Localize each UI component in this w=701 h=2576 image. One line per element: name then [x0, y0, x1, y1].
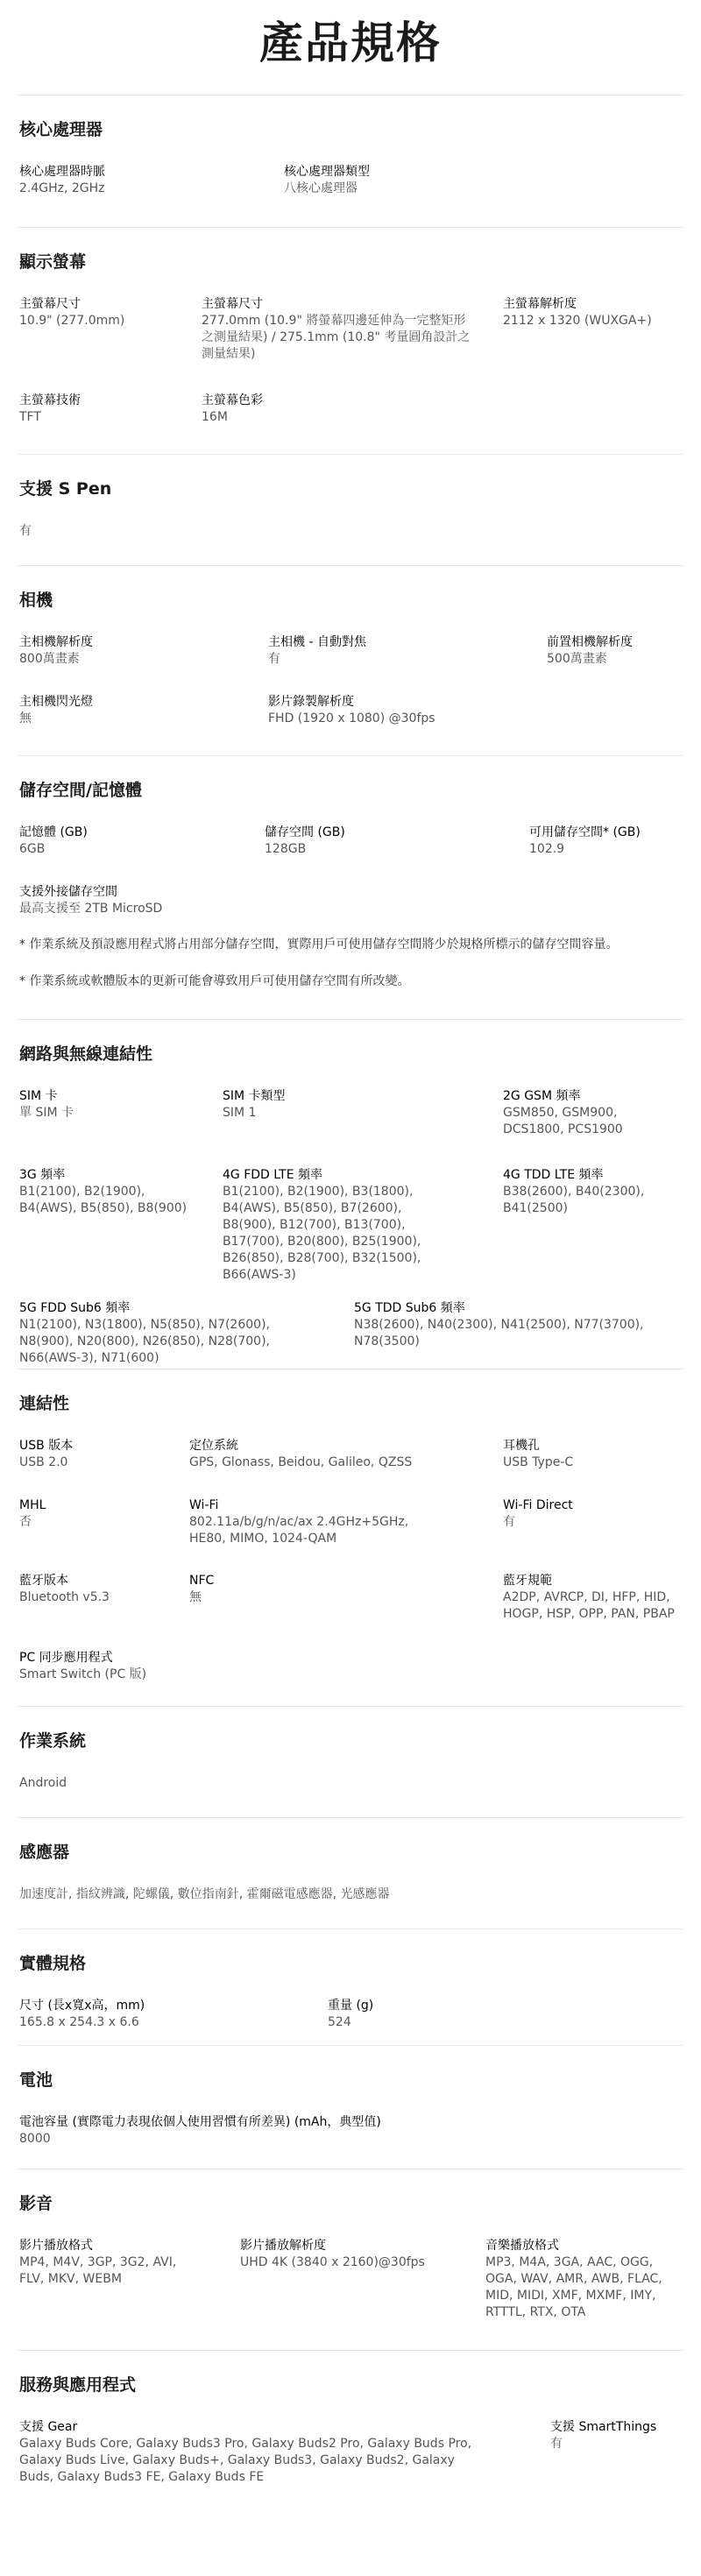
section-title: 服務與應用程式 — [19, 2375, 137, 2395]
section-title: 連結性 — [19, 1394, 70, 1413]
section-title: 網路與無線連結性 — [19, 1044, 153, 1064]
spec-4g-fdd-lte: 4G FDD LTE 頻率 B1(2100), B2(1900), B3(1800), B4(AWS), B5(850), B7(2600), B8(900), B12(700), B13(700), B17(700), B20(800), B25(1900), B26(850), B28(700), B32(1500), B66(AWS-3) — [223, 1168, 421, 1282]
spec-dimensions: 尺寸 (長x寬x高，mm) 165.8 x 254.3 x 6.6 — [19, 1999, 145, 2029]
spec-5g-tdd-sub6: 5G TDD Sub6 頻率 N38(2600), N40(2300), N41(2500), N77(3700), N78(3500) — [354, 1301, 644, 1348]
spec-bluetooth-profiles: 藍牙規範 A2DP, AVRCP, DI, HFP, HID, HOGP, HSP, OPP, PAN, PBAP — [503, 1574, 675, 1621]
section-title: 支援 S Pen — [19, 479, 112, 499]
page-title: 產品規格 — [259, 18, 442, 68]
spec-battery-capacity: 電池容量 (實際電力表現依個人使用習慣有所差異) (mAh，典型值) 8000 — [19, 2115, 381, 2146]
storage-note-1: * 作業系統及預設應用程式將占用部分儲存空間，實際用戶可使用儲存空間將少於規格所標示的儲存空間容量。 — [19, 938, 619, 952]
section-physical — [18, 1928, 683, 2045]
section-title: 影音 — [19, 2194, 53, 2213]
spec-main-screen-size-detail: 主螢幕尺寸 277.0mm (10.9" 將螢幕四邊延伸為一完整矩形之測量結果) / 275.1mm (10.8" 考量圓角設計之測量結果) — [202, 297, 471, 361]
spec-usb-version: USB 版本 USB 2.0 — [19, 1439, 74, 1469]
section-storage — [18, 755, 683, 1019]
spec-sim-type: SIM 卡類型 SIM 1 — [223, 1089, 286, 1120]
spec-bluetooth-version: 藍牙版本 Bluetooth v5.3 — [19, 1574, 110, 1604]
section-sensors — [18, 1817, 683, 1928]
spec-sim-card: SIM 卡 單 SIM 卡 — [19, 1089, 74, 1120]
section-network — [18, 1019, 683, 1369]
spec-memory: 記憶體 (GB) 6GB — [19, 825, 88, 856]
section-title: 核心處理器 — [19, 120, 103, 139]
spec-main-camera-resolution: 主相機解析度 800萬畫素 — [19, 635, 93, 666]
section-camera — [18, 565, 683, 755]
spec-front-camera-resolution: 前置相機解析度 500萬畫素 — [547, 635, 633, 666]
section-spen — [18, 454, 683, 565]
spec-page — [18, 0, 683, 2495]
spec-storage: 儲存空間 (GB) 128GB — [265, 825, 345, 856]
spec-video-recording-resolution: 影片錄製解析度 FHD (1920 x 1080) @30fps — [268, 695, 435, 725]
spec-4g-tdd-lte: 4G TDD LTE 頻率 B38(2600), B40(2300), B41(2500) — [503, 1168, 645, 1215]
spec-os: Android — [19, 1776, 67, 1790]
section-os — [18, 1706, 683, 1817]
spec-sensors: 加速度計, 指紋辨識, 陀螺儀, 數位指南針, 霍爾磁電感應器, 光感應器 — [19, 1887, 390, 1901]
spec-3g: 3G 頻率 B1(2100), B2(1900), B4(AWS), B5(850), B8(900) — [19, 1168, 188, 1215]
section-connectivity — [18, 1369, 683, 1706]
spec-2g-gsm: 2G GSM 頻率 GSM850, GSM900, DCS1800, PCS1900 — [503, 1089, 623, 1136]
spec-main-camera-flash: 主相機閃光燈 無 — [19, 695, 93, 725]
spec-spen-support: 有 — [19, 524, 32, 538]
spec-wifi: Wi-Fi 802.11a/b/g/n/ac/ax 2.4GHz+5GHz, HE80, MIMO, 1024-QAM — [189, 1498, 409, 1546]
spec-video-formats: 影片播放格式 MP4, M4V, 3GP, 3G2, AVI, FLV, MKV, WEBM — [19, 2239, 177, 2286]
section-title: 作業系統 — [19, 1731, 87, 1751]
spec-earjack: 耳機孔 USB Type-C — [503, 1439, 574, 1469]
spec-weight: 重量 (g) 524 — [328, 1999, 374, 2029]
spec-gear-support: 支援 Gear Galaxy Buds Core, Galaxy Buds3 Pro, Galaxy Buds2 Pro, Galaxy Buds Pro, Galaxy Buds Live, Galaxy Buds+, Galaxy Buds3, Galaxy Buds2, Galaxy Buds, Galaxy Buds3 FE, Galaxy Buds FE — [19, 2420, 472, 2484]
section-title: 相機 — [19, 591, 53, 610]
spec-external-storage: 支援外接儲存空間 最高支援至 2TB MicroSD — [19, 885, 163, 916]
spec-main-screen-resolution: 主螢幕解析度 2112 x 1320 (WUXGA+) — [503, 297, 652, 328]
spec-pc-sync: PC 同步應用程式 Smart Switch (PC 版) — [19, 1651, 147, 1681]
section-title: 感應器 — [19, 1843, 70, 1862]
spec-main-screen-color: 主螢幕色彩 16M — [202, 393, 263, 424]
section-battery — [18, 2045, 683, 2169]
section-cpu — [18, 95, 683, 227]
spec-main-screen-size: 主螢幕尺寸 10.9" (277.0mm) — [19, 297, 125, 328]
spec-video-resolution: 影片播放解析度 UHD 4K (3840 x 2160)@30fps — [240, 2239, 425, 2269]
spec-smartthings: 支援 SmartThings 有 — [550, 2420, 657, 2451]
spec-audio-formats: 音樂播放格式 MP3, M4A, 3GA, AAC, OGG, OGA, WAV, AMR, AWB, FLAC, MID, MIDI, XMF, MXMF, IMY, RTTTL, RTX, OTA — [485, 2239, 662, 2319]
section-title: 儲存空間/記憶體 — [19, 781, 142, 800]
spec-main-screen-tech: 主螢幕技術 TFT — [19, 393, 81, 424]
spec-nfc: NFC 無 — [189, 1574, 215, 1604]
section-title: 電池 — [19, 2070, 53, 2090]
section-av — [18, 2169, 683, 2350]
section-services — [18, 2350, 683, 2495]
spec-available-storage: 可用儲存空間* (GB) 102.9 — [529, 825, 641, 856]
section-title: 顯示螢幕 — [19, 252, 87, 272]
section-title: 實體規格 — [19, 1954, 87, 1973]
spec-mhl: MHL 否 — [19, 1498, 46, 1529]
spec-location: 定位系統 GPS, Glonass, Beidou, Galileo, QZSS — [189, 1439, 413, 1469]
spec-main-camera-autofocus: 主相機 - 自動對焦 有 — [268, 635, 366, 666]
section-display — [18, 227, 683, 454]
spec-wifi-direct: Wi-Fi Direct 有 — [503, 1498, 573, 1529]
spec-cpu-type: 核心處理器類型 八核心處理器 — [284, 165, 370, 195]
storage-note-2: * 作業系統或軟體版本的更新可能會導致用戶可使用儲存空間有所改變。 — [19, 974, 410, 988]
spec-cpu-clock: 核心處理器時脈 2.4GHz, 2GHz — [19, 165, 105, 195]
spec-5g-fdd-sub6: 5G FDD Sub6 頻率 N1(2100), N3(1800), N5(850), N7(2600), N8(900), N20(800), N26(850), N28(700), N66(AWS-3), N71(600) — [19, 1301, 270, 1365]
